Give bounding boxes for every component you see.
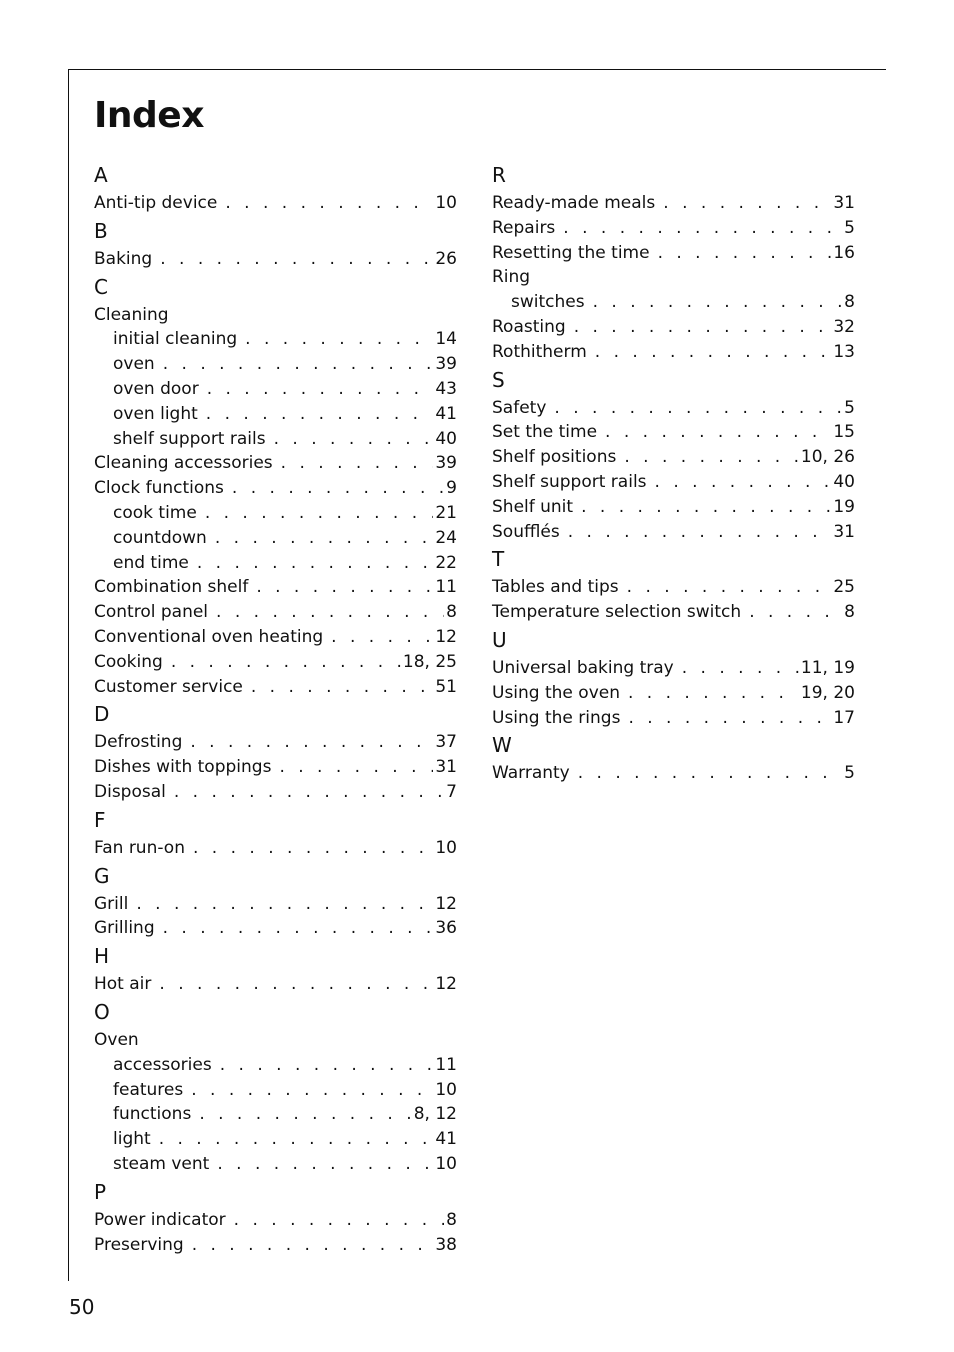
entry-page: 19 [833,496,855,517]
entry-page: 31 [833,193,855,213]
index-section [94,1177,457,1258]
entry-label: Universal baking tray [492,657,674,678]
entry-page: 18, 25 [402,651,457,672]
index-entry [492,315,855,340]
entry-label: Customer service [94,676,243,697]
entry-page: 19, 20 [800,682,855,703]
entry-label: Cleaning [94,304,169,325]
dot-leader [190,730,433,755]
index-section [94,997,457,1177]
section-letter: B [94,218,108,243]
dot-leader [628,681,799,706]
index-entry [492,445,855,470]
dot-leader [191,1078,433,1103]
entry-label: Grilling [94,918,155,939]
entry-label: Baking [94,248,153,269]
index-subentry [94,402,457,427]
dot-leader [174,780,444,805]
index-entry [94,836,457,861]
index-subentry [94,526,457,551]
entry-page: 9 [446,478,457,499]
index-entry [492,681,855,706]
entry-label: Oven [94,1029,139,1050]
entry-label: Soufflés [492,521,560,542]
entry-label: Shelf positions [492,447,617,468]
entry-page: 13 [833,341,855,362]
index-entry [94,1233,457,1258]
index-entry [492,761,855,786]
dot-leader [159,1127,434,1152]
entry-page: 12 [435,974,457,995]
dot-leader [331,625,433,650]
dot-leader [197,551,434,576]
entry-label: Fan run-on [94,837,185,858]
entry-label: Combination shelf [94,577,249,598]
dot-leader [274,427,434,452]
entry-label: Clock functions [94,478,224,499]
dot-leader [279,755,433,780]
index-entry [492,340,855,365]
section-letter: D [94,702,110,727]
entry-page: 11 [435,1054,457,1075]
entry-page: 11 [435,577,457,598]
dot-leader [136,892,433,917]
entry-page: 14 [435,329,457,350]
index-entry [94,650,457,675]
dot-leader [574,315,832,340]
entry-label: shelf support rails [113,428,266,449]
index-entry [94,191,457,216]
dot-leader [663,191,831,216]
index-subentry [94,1127,457,1152]
index-section [94,216,457,272]
entry-page: 41 [435,403,457,424]
index-entry [492,420,855,445]
entry-label: Tables and tips [492,577,619,598]
entry-page: 8, 12 [413,1104,457,1125]
index-entry [94,1028,457,1053]
dot-leader [215,526,434,551]
index-entry [492,600,855,625]
entry-label: Ring [492,267,531,288]
index-entry [94,476,457,501]
entry-label: Cooking [94,651,163,672]
index-subentry [492,290,855,315]
index-entry [94,755,457,780]
entry-page: 31 [435,757,457,778]
dot-leader [207,377,434,402]
index-entry [94,780,457,805]
entry-label: oven light [113,403,198,424]
index-subentry [94,1152,457,1177]
index-entry [94,1208,457,1233]
index-section [492,730,855,786]
dot-leader [225,191,433,216]
index-subentry [94,1078,457,1103]
index-entry [94,625,457,650]
entry-label: functions [113,1104,192,1125]
entry-page: 11, 19 [800,657,855,678]
index-entry [94,303,457,328]
index-subentry [94,501,457,526]
top-rule [68,69,886,70]
entry-label: Rothitherm [492,341,587,362]
entry-page: 37 [435,732,457,753]
dot-leader [568,520,832,545]
section-letter: H [94,944,110,969]
dot-leader [682,656,799,681]
entry-page: 40 [833,471,855,492]
section-letter: T [492,547,505,572]
entry-page: 51 [435,676,457,697]
entry-page: 10, 26 [800,447,855,468]
entry-page: 21 [435,502,457,523]
index-entry [492,241,855,266]
dot-leader [234,1208,445,1233]
dot-leader [217,1152,433,1177]
entry-label: steam vent [113,1153,210,1174]
entry-page: 22 [435,552,457,573]
entry-page: 5 [844,763,855,784]
dot-leader [256,575,433,600]
entry-page: 8 [844,292,855,313]
entry-page: 5 [844,217,855,238]
entry-page: 10 [435,1153,457,1174]
index-entry [94,451,457,476]
dot-leader [251,675,433,700]
index-column-right [492,160,855,786]
entry-label: accessories [113,1054,212,1075]
entry-page: 38 [435,1234,457,1255]
entry-page: 39 [435,453,457,474]
index-section [94,272,457,700]
index-subentry [94,327,457,352]
index-entry [94,675,457,700]
dot-leader [232,476,444,501]
index-entry [94,600,457,625]
index-subentry [94,1102,457,1127]
dot-leader [205,501,434,526]
index-entry [492,470,855,495]
section-letter: P [94,1179,107,1204]
entry-label: Resetting the time [492,242,650,263]
index-entry [492,706,855,731]
entry-label: Shelf unit [492,496,574,517]
dot-leader [578,761,842,786]
section-letter: S [492,367,505,392]
entry-label: oven door [113,378,199,399]
entry-label: Grill [94,893,129,914]
dot-leader [655,470,832,495]
entry-page: 24 [435,527,457,548]
index-entry [94,892,457,917]
index-entry [94,247,457,272]
entry-page: 10 [435,1079,457,1100]
entry-page: 39 [435,354,457,375]
entry-page: 5 [844,397,855,418]
entry-label: Conventional oven heating [94,626,324,647]
page-title: Index [94,95,204,136]
entry-label: Safety [492,397,547,418]
section-letter: R [492,163,506,187]
entry-label: Defrosting [94,732,183,753]
index-section [94,861,457,942]
index-section [492,625,855,730]
index-entry [492,495,855,520]
entry-label: Disposal [94,781,166,802]
entry-label: oven [113,354,155,375]
index-entry [94,575,457,600]
entry-label: Dishes with toppings [94,757,272,778]
entry-label: Set the time [492,422,598,443]
index-entry [492,656,855,681]
entry-page: 12 [435,893,457,914]
entry-page: 7 [446,781,457,802]
index-entry [492,265,855,290]
index-column-left [94,160,457,1257]
index-subentry [94,377,457,402]
index-entry [492,575,855,600]
dot-leader [192,1233,434,1258]
section-letter: O [94,999,110,1024]
dot-leader [563,216,842,241]
index-section [94,160,457,216]
dot-leader [220,1053,434,1078]
dot-leader [159,972,433,997]
entry-label: end time [113,552,189,573]
index-section [492,365,855,545]
index-subentry [94,1053,457,1078]
dot-leader [595,340,832,365]
entry-page: 41 [435,1129,457,1150]
index-entry [492,396,855,421]
section-letter: G [94,863,110,888]
entry-label: Repairs [492,217,556,238]
entry-label: features [113,1079,184,1100]
entry-page: 43 [435,378,457,399]
entry-page: 15 [833,422,855,443]
dot-leader [199,1102,411,1127]
entry-page: 16 [833,242,855,263]
page-number: 50 [69,1295,95,1319]
entry-label: countdown [113,527,207,548]
entry-label: Using the oven [492,682,620,703]
entry-label: switches [511,292,585,313]
dot-leader [749,600,842,625]
dot-leader [163,352,434,377]
index-entry [492,216,855,241]
dot-leader [581,495,831,520]
index-entry [492,191,855,216]
entry-label: Anti-tip device [94,193,218,213]
entry-label: Preserving [94,1234,184,1255]
entry-page: 31 [833,521,855,542]
dot-leader [160,247,433,272]
index-subentry [94,551,457,576]
entry-label: Roasting [492,316,566,337]
left-rule [68,69,69,1281]
index-section [94,699,457,804]
index-entry [94,730,457,755]
entry-label: Warranty [492,763,570,784]
dot-leader [171,650,401,675]
section-letter: A [94,163,108,187]
dot-leader [245,327,433,352]
index-section [492,160,855,365]
entry-label: Cleaning accessories [94,453,273,474]
entry-page: 36 [435,918,457,939]
entry-page: 26 [435,248,457,269]
dot-leader [163,916,434,941]
entry-page: 10 [435,837,457,858]
index-entry [94,916,457,941]
entry-label: Hot air [94,974,152,995]
entry-label: Control panel [94,602,209,623]
entry-page: 40 [435,428,457,449]
entry-page: 32 [833,316,855,337]
dot-leader [216,600,444,625]
dot-leader [628,706,831,731]
dot-leader [554,396,842,421]
entry-label: light [113,1129,151,1150]
index-section [94,805,457,861]
entry-label: Shelf support rails [492,471,647,492]
index-entry [94,972,457,997]
section-letter: C [94,274,108,299]
index-section [492,544,855,625]
dot-leader [627,575,832,600]
entry-label: initial cleaning [113,329,238,350]
dot-leader [658,241,832,266]
entry-label: Ready-made meals [492,193,656,213]
entry-page: 8 [446,602,457,623]
entry-label: Temperature selection switch [492,602,742,623]
entry-label: Power indicator [94,1209,226,1230]
index-subentry [94,352,457,377]
index-subentry [94,427,457,452]
dot-leader [593,290,843,315]
index-entry [492,520,855,545]
entry-page: 8 [844,602,855,623]
dot-leader [193,836,433,861]
entry-page: 25 [833,577,855,598]
dot-leader [281,451,434,476]
section-letter: U [492,627,507,652]
dot-leader [605,420,831,445]
dot-leader [206,402,434,427]
entry-page: 10 [435,193,457,213]
dot-leader [624,445,799,470]
entry-label: cook time [113,502,197,523]
entry-page: 8 [446,1209,457,1230]
section-letter: W [492,733,512,758]
entry-page: 17 [833,707,855,728]
entry-label: Using the rings [492,707,621,728]
entry-page: 12 [435,626,457,647]
section-letter: F [94,807,106,832]
index-section [94,941,457,997]
